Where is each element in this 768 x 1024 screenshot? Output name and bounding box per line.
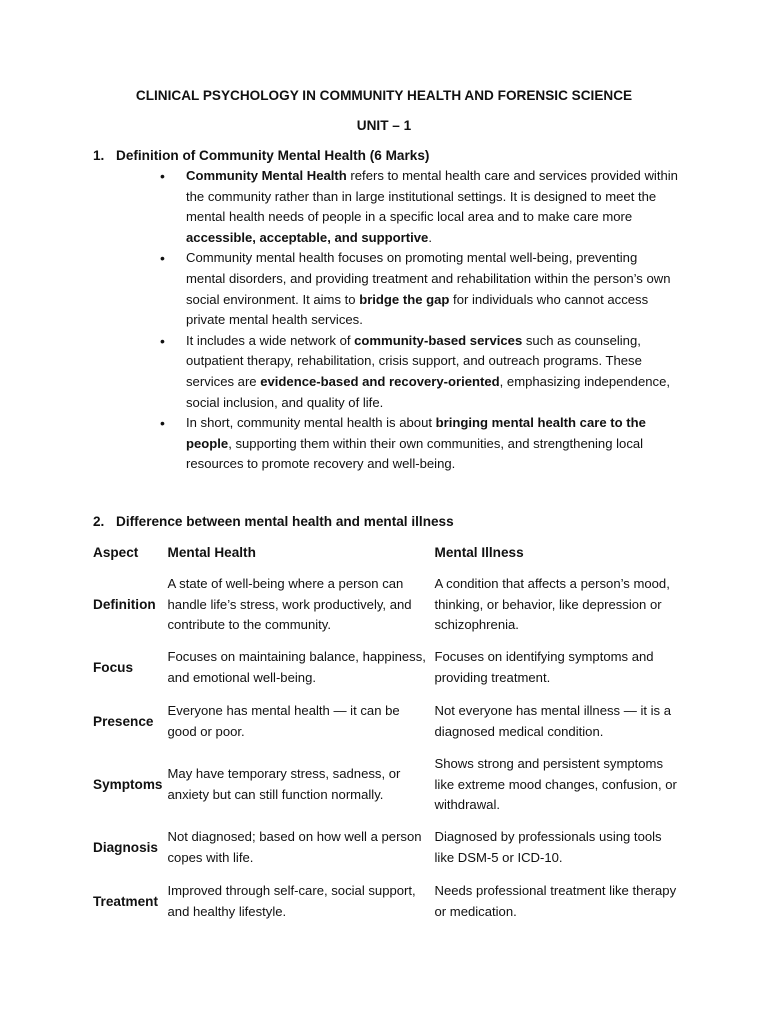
table-row (88, 569, 685, 641)
table-row (88, 695, 685, 749)
table-row (88, 749, 685, 821)
bullet-emphasis: community-based services (354, 332, 523, 348)
community-mental-health-bullets (160, 166, 680, 475)
section-2-number: 2. (93, 514, 105, 529)
table-header-row (88, 542, 685, 569)
bullet-emphasis: bridge the gap (359, 291, 450, 307)
unit-heading: UNIT – 1 (356, 118, 412, 133)
bullet-emphasis: evidence-based and recovery-oriented (260, 373, 500, 389)
bullet-item (160, 413, 680, 475)
mental-illness-cell: Focuses on identifying symptoms and providing treatment. (434, 649, 654, 685)
mental-health-cell: Not diagnosed; based on how well a person copes with life. (167, 829, 422, 865)
table-row (88, 875, 685, 929)
bullet-text: In short, community mental health is about (186, 415, 436, 431)
section-2-title: Difference between mental health and mental illness (116, 514, 454, 529)
table-row (88, 821, 685, 875)
bullet-text: for individuals who cannot access private mental health services. (186, 291, 649, 328)
bullet-item (160, 248, 680, 330)
mental-health-cell: May have temporary stress, sadness, or anxiety but can still function normally. (167, 766, 401, 802)
bullet-text: , supporting them within their own communities, and strengthening local resources to promote recovery and well-being. (186, 435, 644, 472)
mental-illness-cell: Diagnosed by professionals using tools like DSM-5 or ICD-10. (434, 829, 662, 865)
mental-health-cell: Improved through self-care, social support, and healthy lifestyle. (167, 883, 416, 919)
mental-illness-cell: Shows strong and persistent symptoms like extreme mood changes, confusion, or withdrawal. (434, 756, 677, 813)
aspect-cell: Presence (93, 713, 154, 729)
section-1-title: Definition of Community Mental Health (6 Marks) (116, 148, 430, 163)
aspect-cell: Focus (93, 659, 134, 675)
bullet-emphasis: bringing mental health care to the people (186, 415, 646, 451)
header-mental-health: Mental Health (167, 545, 256, 560)
bullet-text: Community mental health focuses on promoting mental well-being, preventing mental disorders, and providing treatment and rehabilitation within the person’s own social environment. It aims to (186, 250, 671, 307)
mental-illness-cell: A condition that affects a person’s mood, thinking, or behavior, like depression or schizophrenia. (434, 576, 670, 633)
mental-illness-cell: Not everyone has mental illness — it is a diagnosed medical condition. (434, 703, 672, 739)
document-title: CLINICAL PSYCHOLOGY IN COMMUNITY HEALTH AND FORENSIC SCIENCE (135, 88, 633, 103)
comparison-table (88, 542, 685, 929)
bullet-text: , emphasizing independence, social inclusion, and quality of life. (186, 373, 670, 410)
aspect-cell: Treatment (93, 893, 158, 909)
bullet-text: . (428, 229, 432, 245)
aspect-cell: Diagnosis (93, 839, 158, 855)
bullet-emphasis: Community Mental Health (186, 168, 347, 183)
bullet-text: It includes a wide network of (186, 332, 355, 348)
bullet-item (160, 331, 680, 413)
section-1-heading (93, 146, 429, 166)
bullet-item (160, 166, 680, 248)
mental-health-cell: Everyone has mental health — it can be good or poor. (167, 703, 400, 739)
header-mental-illness: Mental Illness (434, 545, 524, 560)
bullet-text: refers to mental health care and services provided within the community rather than in large institutional settings. It is designed to meet the mental health needs of people in a specific local area and to make care more (186, 168, 678, 225)
section-1-number: 1. (93, 148, 105, 163)
aspect-cell: Definition (93, 596, 156, 612)
section-2-heading (93, 512, 454, 532)
mental-health-cell: Focuses on maintaining balance, happiness, and emotional well-being. (167, 649, 426, 685)
mental-illness-cell: Needs professional treatment like therapy or medication. (434, 883, 677, 919)
table-row (88, 641, 685, 695)
header-aspect: Aspect (93, 545, 139, 560)
bullet-emphasis: accessible, acceptable, and supportive (186, 229, 429, 245)
mental-health-cell: A state of well-being where a person can handle life’s stress, work productively, and contribute to the community. (167, 576, 412, 633)
aspect-cell: Symptoms (93, 776, 163, 792)
bullet-text: such as counseling, outpatient therapy, rehabilitation, crisis support, and outreach programs. These services are (186, 332, 642, 389)
